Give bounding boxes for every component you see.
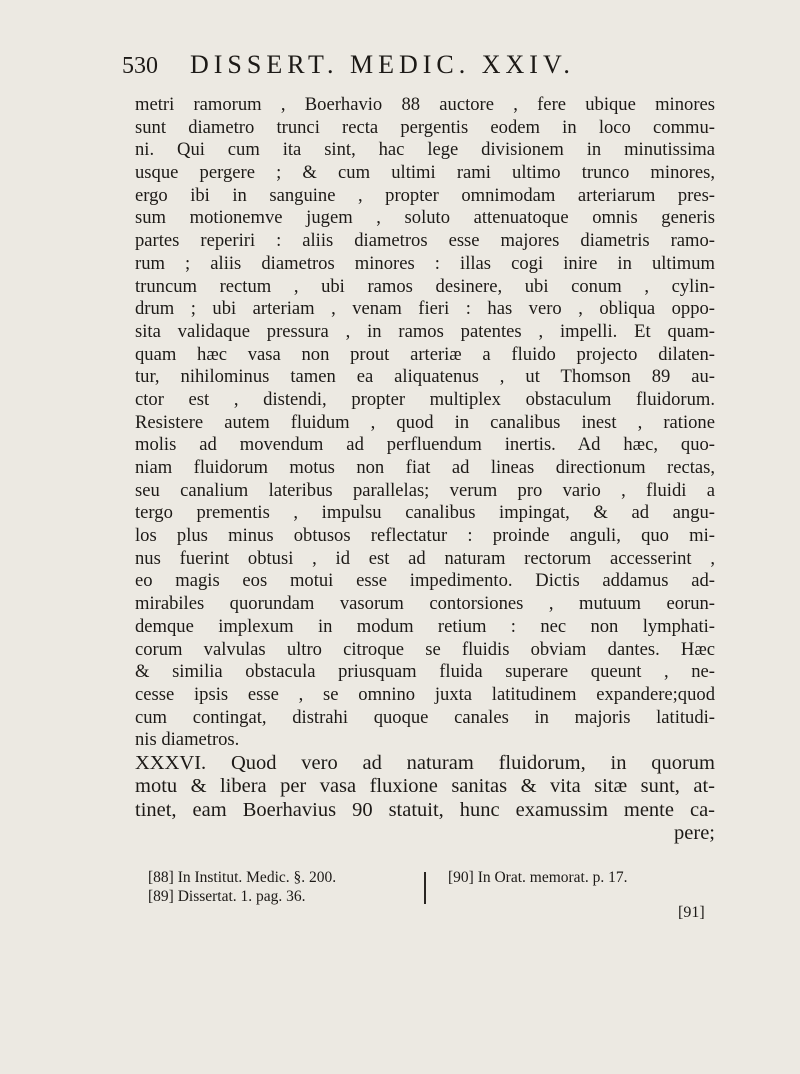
text-line: truncum rectum , ubi ramos desinere, ubi conum , cylin- — [135, 275, 715, 297]
running-title: DISSERT. MEDIC. XXIV. — [190, 50, 575, 79]
text-line: corum valvulas ultro citroque se fluidis obviam dantes. Hæc — [135, 638, 715, 660]
text-line: sum motionemve jugem , soluto attenuatoque omnis generis — [135, 207, 715, 229]
text-line: & similia obstacula priusquam fluida superare queunt , ne- — [135, 661, 715, 683]
text-line: ergo ibi in sanguine , propter omnimodam arteriarum pres- — [135, 184, 715, 206]
text-line: nis diametros. — [135, 729, 240, 751]
section-heading-line: XXXVI. Quod vero ad naturam fluidorum, in quorum — [135, 751, 715, 774]
text-line: seu canalium lateribus parallelas; verum pro vario , fluidi a — [135, 479, 715, 501]
text-line: demque implexum in modum retium : nec non lymphati- — [135, 615, 715, 637]
text-line: cesse ipsis esse , se omnino juxta latitudinem expandere;quod — [135, 683, 715, 705]
footnote-90: [90] In Orat. memorat. p. 17. — [448, 869, 628, 886]
page-number: 530 — [122, 53, 158, 79]
body-text — [135, 94, 715, 846]
text-line: nus fuerint obtusi , id est ad naturam rectorum accesserint , — [135, 547, 715, 569]
text-line: molis ad movendum ad perfluendum inertis. Ad hæc, quo- — [135, 434, 715, 456]
text-line: mirabiles quorundam vasorum contorsiones , mutuum eorun- — [135, 593, 715, 615]
text-line: niam fluidorum motus non fiat ad lineas directionum rectas, — [135, 457, 715, 478]
text-line: los plus minus obtusos reflectatur : proinde anguli, quo mi- — [135, 525, 715, 547]
text-line: tergo prementis , impulsu canalibus impingat, & ad angu- — [135, 502, 715, 524]
text-line: usque pergere ; & cum ultimi rami ultimo trunco minores, — [135, 162, 715, 184]
text-line: pere; — [674, 822, 715, 845]
text-line: partes reperiri : aliis diametros esse majores diametris ramo- — [135, 230, 715, 252]
text-line: rum ; aliis diametros minores : illas cogi inire in ultimum — [135, 252, 715, 274]
text-line: drum ; ubi arteriam , venam fieri : has vero , obliqua oppo- — [135, 298, 715, 320]
text-line: sunt diametro trunci recta pergentis eodem in loco commu- — [135, 116, 715, 138]
text-line: ctor est , distendi, propter multiplex obstaculum fluidorum. — [135, 388, 715, 410]
text-line: tinet, eam Boerhavius 90 statuit, hunc examussim mente ca- — [135, 798, 715, 821]
footnote-89: [89] Dissertat. 1. pag. 36. — [148, 888, 306, 905]
page-header — [122, 50, 642, 80]
text-line: tur, nihilominus tamen ea aliquatenus , ut Thomson 89 au- — [135, 366, 715, 388]
text-line: Resistere autem fluidum , quod in canalibus inest , ratione — [135, 411, 715, 433]
text-line: sita validaque pressura , in ramos patentes , impelli. Et quam- — [135, 320, 715, 342]
text-line: metri ramorum , Boerhavio 88 auctore , fere ubique minores — [135, 94, 715, 115]
text-line: eo magis eos motui esse impedimento. Dictis addamus ad- — [135, 570, 715, 592]
footnotes-right — [448, 868, 708, 887]
footnotes-left — [148, 868, 403, 906]
text-line: cum contingat, distrahi quoque canales in majoris latitudi- — [135, 706, 715, 728]
footnote-88: [88] In Institut. Medic. §. 200. — [148, 869, 337, 886]
text-line: ni. Qui cum ita sint, hac lege divisionem in minutissima — [135, 139, 715, 161]
catchword: [91] — [678, 904, 705, 921]
text-line: quam hæc vasa non prout arteriæ a fluido projecto dilaten- — [135, 343, 715, 365]
text-line: motu & libera per vasa fluxione sanitas & vita sitæ sunt, at- — [135, 775, 715, 798]
footnote-divider — [424, 872, 426, 904]
